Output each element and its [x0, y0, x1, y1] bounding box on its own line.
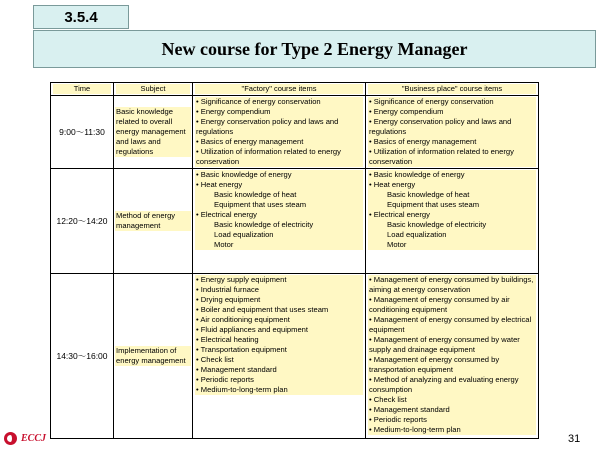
list-item: Motor [387, 240, 407, 249]
list-item: Motor [214, 240, 234, 249]
business-items-cell [366, 96, 539, 169]
header-business: "Business place" course items [366, 83, 539, 96]
list-item: • Transportation equipment [196, 345, 287, 354]
list-item: Load equalization [214, 230, 274, 239]
list-item: • Management of energy consumed by transportation equipment [369, 355, 500, 374]
eccj-logo-icon [4, 432, 17, 445]
list-item: • Periodic reports [196, 375, 254, 384]
business-items-cell [366, 274, 539, 439]
list-item: • Management of energy consumed by electrical equipment [369, 315, 532, 334]
list-item: Load equalization [387, 230, 447, 239]
list-item: • Basics of energy management [369, 137, 477, 146]
list-item: Basic knowledge of electricity [214, 220, 314, 229]
list-item: • Fluid appliances and equipment [196, 325, 308, 334]
header-time: Time [51, 83, 114, 96]
list-item: • Utilization of information related to energy conservation [196, 147, 341, 166]
list-item: • Heat energy [196, 180, 243, 189]
list-item: Basic knowledge of heat [214, 190, 297, 199]
list-item: Basic knowledge of heat [387, 190, 470, 199]
list-item: • Energy supply equipment [196, 275, 287, 284]
slide-title: New course for Type 2 Energy Manager [161, 38, 468, 59]
list-item: • Electrical energy [369, 210, 430, 219]
factory-items-cell [193, 169, 366, 274]
list-item: Equipment that uses steam [214, 200, 307, 209]
subject-cell: Implementation of energy management [114, 274, 193, 439]
list-item: • Industrial furnace [196, 285, 260, 294]
list-item: • Management standard [196, 365, 277, 374]
list-item: • Periodic reports [369, 415, 427, 424]
list-item: • Energy conservation policy and laws and regulations [196, 117, 339, 136]
list-item: • Boiler and equipment that uses steam [196, 305, 329, 314]
list-item: • Management of energy consumed by buildings, aiming at energy conservation [369, 275, 534, 294]
factory-items-cell [193, 96, 366, 169]
list-item: • Management of energy consumed by water supply and drainage equipment [369, 335, 520, 354]
list-item: • Basic knowledge of energy [196, 170, 292, 179]
list-item: • Management standard [369, 405, 450, 414]
list-item: • Basic knowledge of energy [369, 170, 465, 179]
table-row [51, 96, 539, 169]
list-item: • Basics of energy management [196, 137, 304, 146]
table-row [51, 169, 539, 274]
list-item: • Significance of energy conservation [369, 97, 494, 106]
list-item: • Energy compendium [196, 107, 271, 116]
eccj-logo [4, 432, 46, 445]
time-cell: 14:30～16:00 [51, 274, 114, 439]
header-factory: "Factory" course items [193, 83, 366, 96]
list-item: • Management of energy consumed by air conditioning equipment [369, 295, 510, 314]
list-item: • Electrical energy [196, 210, 257, 219]
subject-cell: Basic knowledge related to overall energy management and laws and regulations [114, 96, 193, 169]
business-items-cell [366, 169, 539, 274]
table-row [51, 274, 539, 439]
list-item: • Check list [369, 395, 407, 404]
header-subject: Subject [114, 83, 193, 96]
list-item: • Drying equipment [196, 295, 261, 304]
section-number: 3.5.4 [33, 5, 129, 29]
list-item: • Significance of energy conservation [196, 97, 321, 106]
list-item: • Medium-to-long-term plan [196, 385, 288, 394]
list-item: • Method of analyzing and evaluating energy consumption [369, 375, 519, 394]
list-item: • Check list [196, 355, 234, 364]
course-schedule-table [50, 82, 539, 439]
list-item: • Energy conservation policy and laws and regulations [369, 117, 512, 136]
list-item: • Utilization of information related to energy conservation [369, 147, 514, 166]
list-item: • Medium-to-long-term plan [369, 425, 461, 434]
list-item: • Air conditioning equipment [196, 315, 290, 324]
subject-cell: Method of energy management [114, 169, 193, 274]
header-row [51, 83, 539, 96]
logo-text: ECCJ [21, 433, 47, 444]
list-item: • Electrical heating [196, 335, 259, 344]
page-number: 31 [568, 433, 581, 445]
list-item: • Energy compendium [369, 107, 444, 116]
list-item: Equipment that uses steam [387, 200, 480, 209]
factory-items-cell [193, 274, 366, 439]
list-item: • Heat energy [369, 180, 416, 189]
list-item: Basic knowledge of electricity [387, 220, 487, 229]
title-bar [33, 30, 596, 68]
time-cell: 12:20～14:20 [51, 169, 114, 274]
time-cell: 9:00～11:30 [51, 96, 114, 169]
